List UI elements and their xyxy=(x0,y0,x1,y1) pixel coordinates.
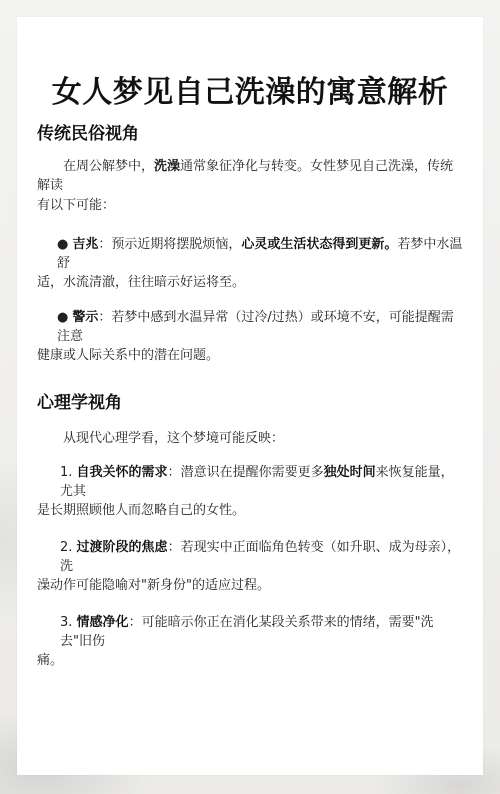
bullet-label: 吉兆 xyxy=(72,237,99,252)
bullet-dot-icon: ● xyxy=(57,237,69,252)
item-self-care-line1 xyxy=(60,461,465,499)
traditional-intro-line1 xyxy=(37,155,465,193)
page-title: 女人梦见自己洗澡的寓意解析 xyxy=(51,75,449,110)
item-emotional-line1 xyxy=(60,611,465,649)
bullet-warning-line1 xyxy=(57,306,465,344)
bullet-warning-line2: 健康或人际关系中的潜在问题。 xyxy=(37,348,220,363)
bullet-auspicious-line2: 适，水流清澈，往往暗示好运将至。 xyxy=(37,275,246,290)
text-segment: ：可能暗示你正在消化某段关系带来的情绪，需要"洗去"旧伤 xyxy=(60,615,434,649)
bold-term: 洗澡 xyxy=(154,159,181,174)
text-segment: 在周公解梦中， xyxy=(63,159,155,174)
item-emotional-line2: 痛。 xyxy=(37,653,64,668)
text-segment: ：若现实中正面临角色转变（如升职、成为母亲），洗 xyxy=(60,540,461,574)
text-segment: ：预示近期将摆脱烦恼， xyxy=(98,237,242,252)
section-heading-psychology: 心理学视角 xyxy=(37,393,122,413)
bullet-dot-icon: ● xyxy=(57,310,69,325)
psychology-intro: 从现代心理学看，这个梦境可能反映： xyxy=(63,431,285,446)
article-card xyxy=(17,17,483,775)
bold-term: 独处时间 xyxy=(323,465,376,480)
item-self-care-line2: 是长期照顾他人而忽略自己的女性。 xyxy=(37,503,246,518)
bullet-auspicious-line1 xyxy=(57,233,465,271)
item-label: 过渡阶段的焦虑 xyxy=(76,540,168,555)
list-number: 3. xyxy=(60,615,73,630)
list-number: 1. xyxy=(60,465,73,480)
text-segment: 通常象征净化与转变。女性梦见自己洗澡，传统解读 xyxy=(37,159,454,193)
text-segment: ：潜意识在提醒你需要更多 xyxy=(167,465,324,480)
bold-term: 心灵或生活状态得到更新。 xyxy=(241,237,398,252)
bullet-label: 警示 xyxy=(72,310,99,325)
item-label: 自我关怀的需求 xyxy=(76,465,168,480)
item-transition-line1 xyxy=(60,536,465,574)
text-segment: ：若梦中感到水温异常（过冷/过热）或环境不安，可能提醒需注意 xyxy=(57,310,454,344)
list-number: 2. xyxy=(60,540,73,555)
item-label: 情感净化 xyxy=(76,615,129,630)
text-segment: 来恢复能量，尤其 xyxy=(60,465,454,499)
text-segment: 若梦中水温舒 xyxy=(57,237,463,271)
item-transition-line2: 澡动作可能隐喻对"新身份"的适应过程。 xyxy=(37,578,270,593)
section-heading-traditional: 传统民俗视角 xyxy=(37,124,139,144)
traditional-intro-line2: 有以下可能： xyxy=(37,198,116,213)
